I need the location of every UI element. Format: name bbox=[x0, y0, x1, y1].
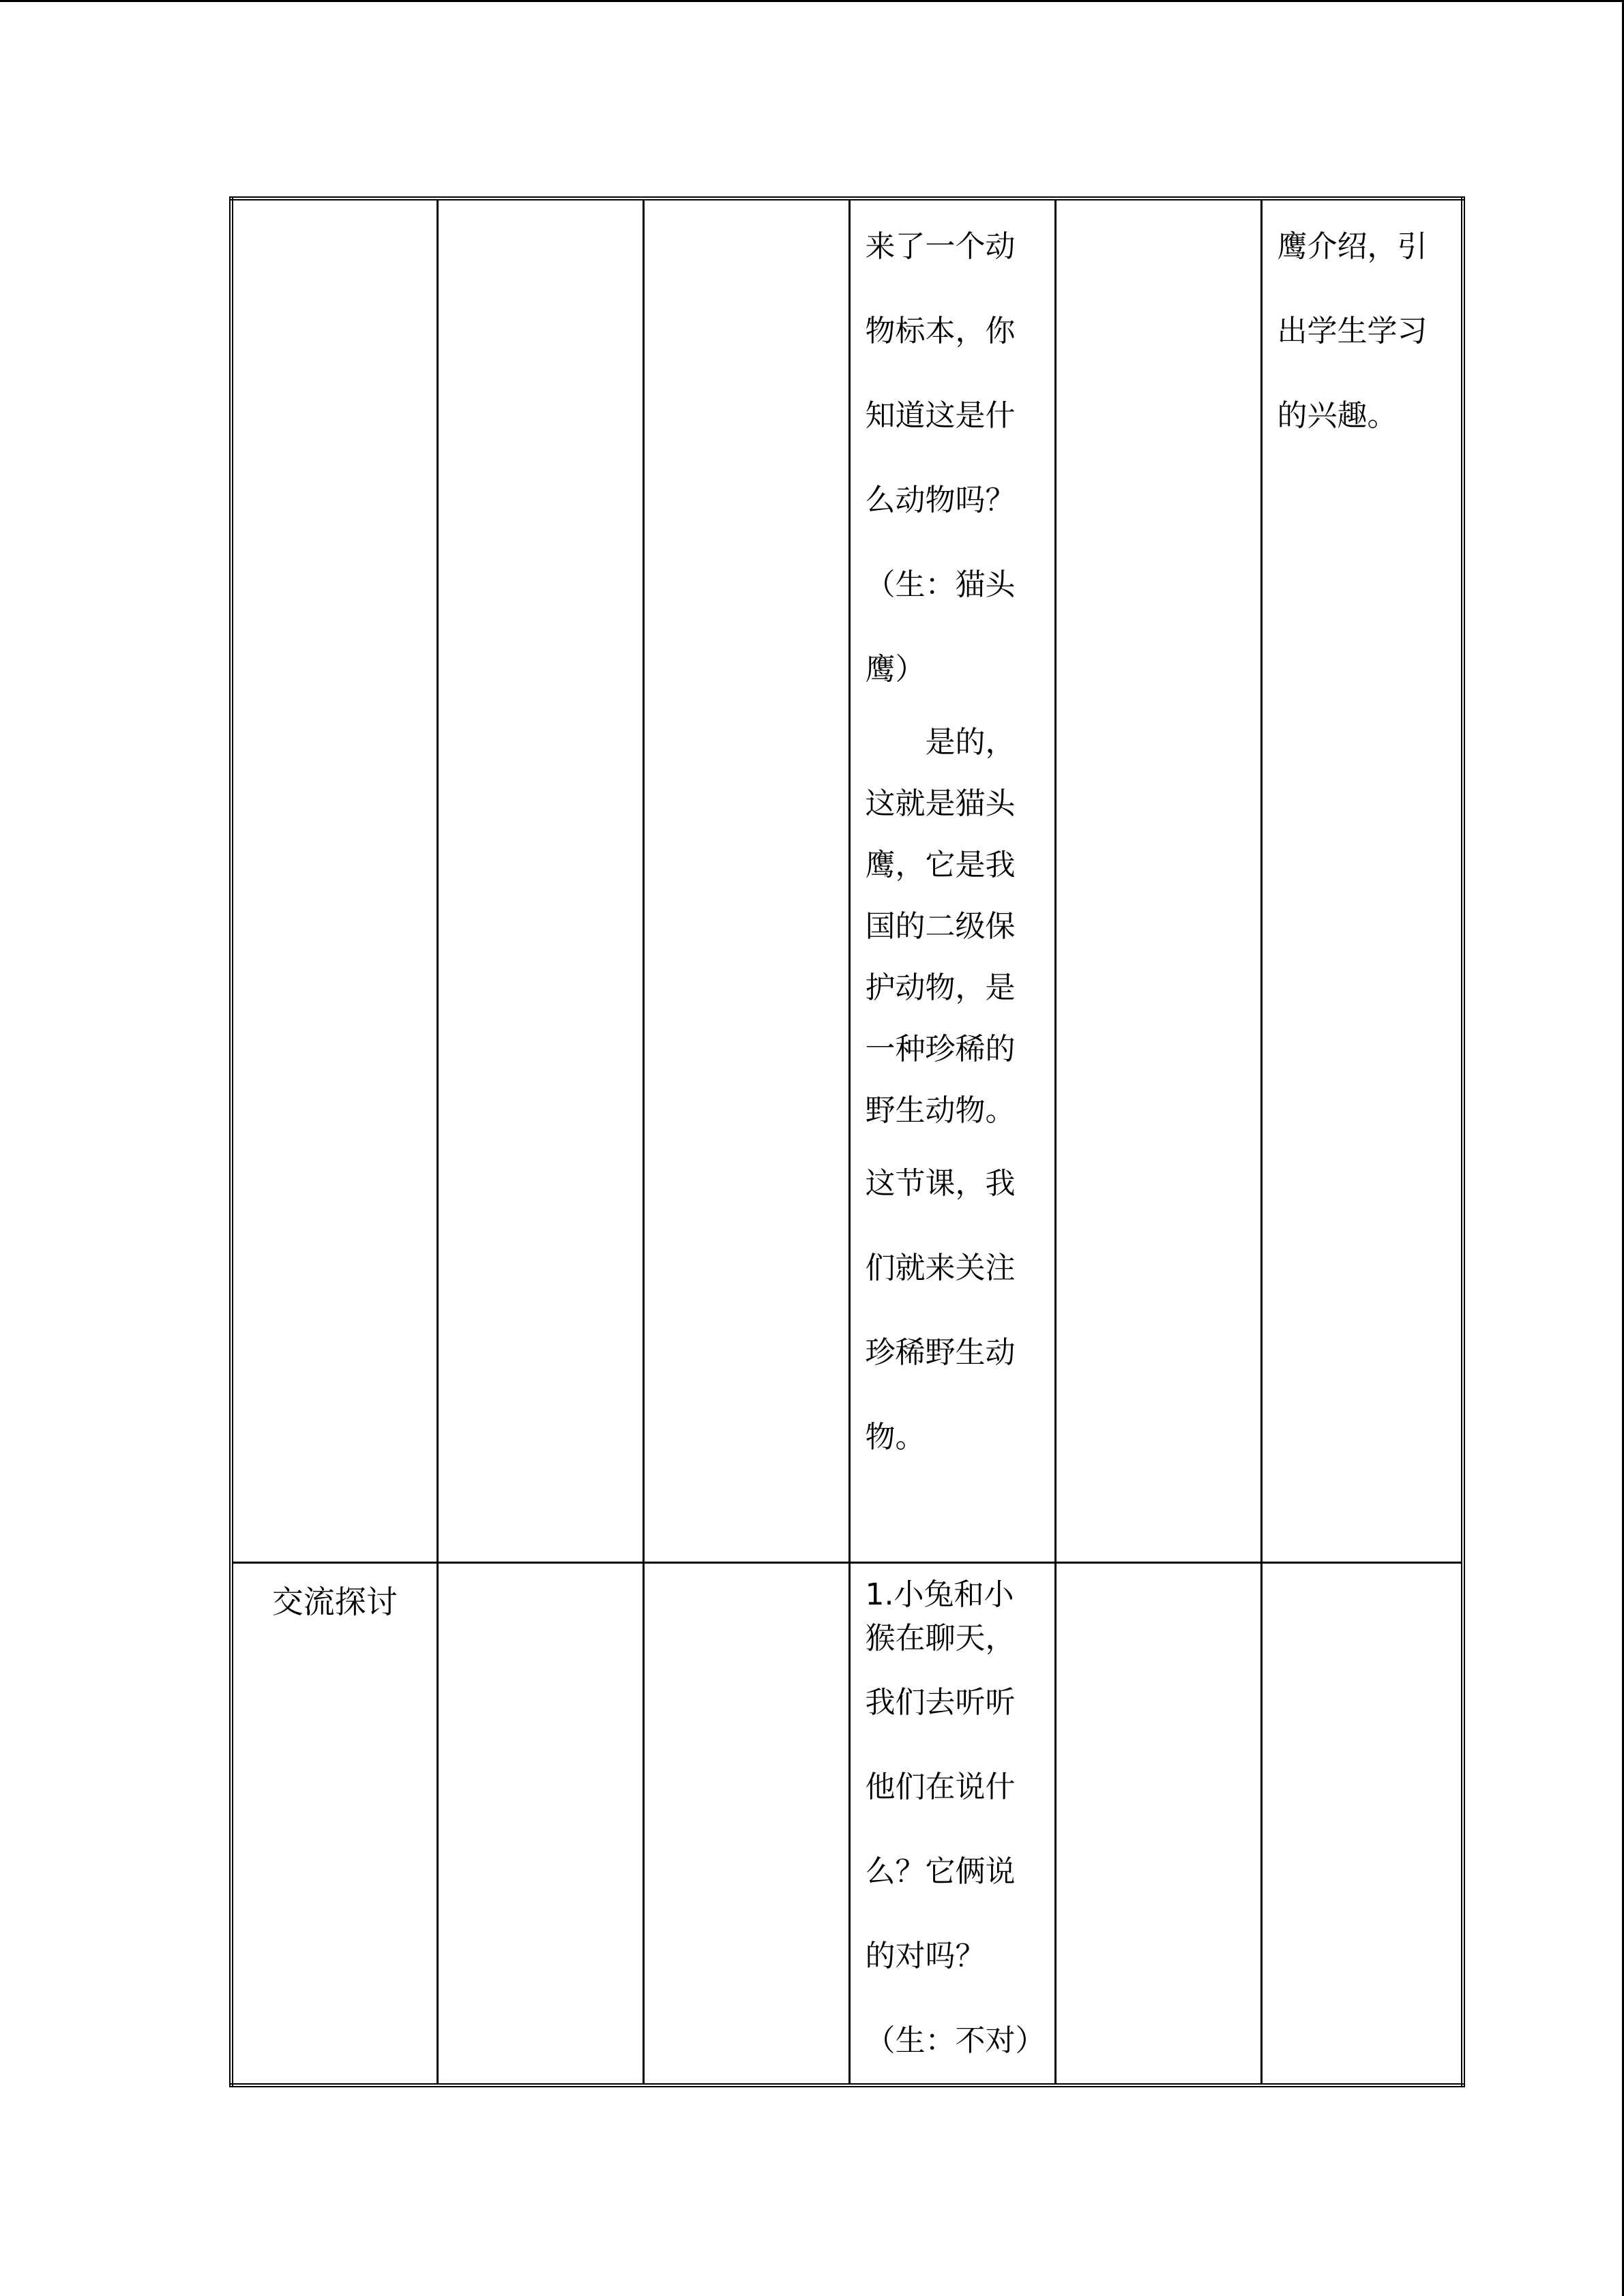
stage-label: 交流探讨 bbox=[271, 1583, 398, 1620]
paragraph: 来了一个动物标本，你知道这是什么动物吗？（生：猫头鹰） bbox=[865, 229, 1016, 687]
teacher-activity-text bbox=[851, 200, 1054, 1480]
table-cell bbox=[1261, 1562, 1463, 2085]
lesson-plan-table bbox=[229, 196, 1465, 2087]
stage-cell bbox=[231, 198, 437, 1562]
paragraph: 是的，这就是猫头鹰，它是我国的二级保护动物，是一种珍稀的野生动物。 bbox=[865, 725, 1016, 1128]
table-cell bbox=[643, 1562, 849, 2085]
paragraph: 这节课，我们就来关注珍稀野生动物。 bbox=[865, 1166, 1016, 1455]
design-intent-cell bbox=[1261, 198, 1463, 1562]
table-cell bbox=[1055, 198, 1261, 1562]
table-cell bbox=[437, 198, 643, 1562]
table-row bbox=[231, 198, 1463, 1562]
table-row bbox=[231, 1562, 1463, 2085]
table-cell bbox=[643, 198, 849, 1562]
teacher-activity-cell bbox=[849, 1562, 1055, 2085]
table-cell bbox=[437, 1562, 643, 2085]
teacher-activity-text bbox=[851, 1564, 1054, 2083]
teacher-activity-cell bbox=[849, 198, 1055, 1562]
paragraph: 1.小兔和小猴在聊天， bbox=[865, 1577, 1016, 1656]
paragraph: 我们去听听他们在说什么？它俩说的对吗？（生：不对） bbox=[865, 1684, 1046, 2058]
page-top-border bbox=[0, 0, 1624, 2]
table-cell bbox=[1055, 1562, 1261, 2085]
design-intent-text: 鹰介绍，引出学生学习的兴趣。 bbox=[1277, 229, 1428, 433]
stage-cell bbox=[231, 1562, 437, 2085]
